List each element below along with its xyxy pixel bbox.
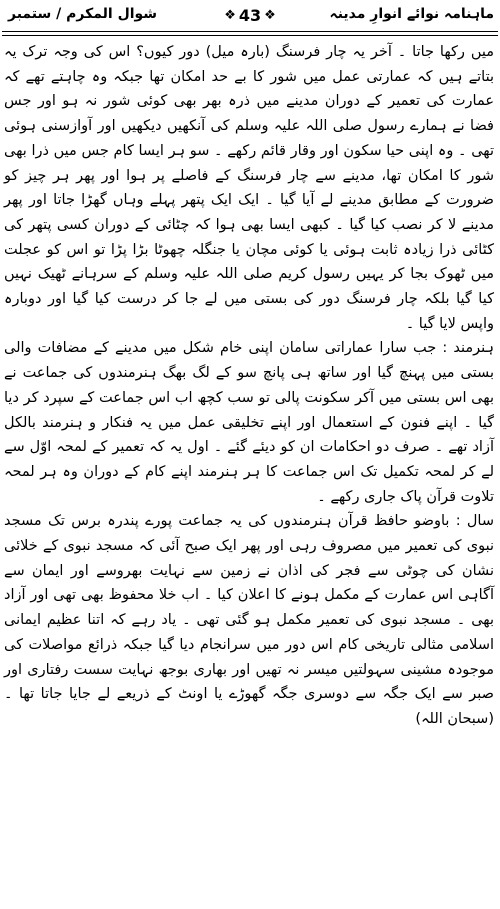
header-rule [2,31,498,32]
ornament-icon: ❖ [264,7,276,23]
page-number-badge [215,3,285,27]
issue-date: شوال المکرم / ستمبر [8,6,158,22]
paragraph: سال : باوضو حافظ قرآن ہنرمندوں کی یہ جماعت پورے پندرہ برس تک مسجد نبوی کی تعمیر میں مصروف رہی اور پھر ایک صبح آئی کہ مسجد نبوی کے خلائی نشان کی چوٹی سے فجر کی اذان نے زمین سے نہایت بھروسے اور ایمان سے آگاہی اس عمارت کے مکمل ہونے کا اعلان کیا ۔ اب خلا محفوظ بھی تھی اور آزاد بھی ۔ مسجد نبوی کی تعمیر مکمل ہو گئی تھی ۔ یاد رہے کہ اتنا عظیم ایمانی اسلامی مثالی تاریخی کام اس دور میں سرانجام دیا گیا جبکہ ذرائع مواصلات کی موجودہ مشینی سہولتیں میسر نہ تھیں اور بھاری بوجھ نہایت سست رفتاری اور صبر سے ایک جگہ سے دوسری جگہ گھوڑے یا اونٹ کے ذریعے لے جایا جاتا تھا ۔ (سبحان اللہ) [4,513,494,727]
magazine-title: ماہنامہ نوائے انوارِ مدینہ [329,6,494,22]
page-number: 43 [238,5,262,25]
ornament-icon: ❖ [224,7,236,23]
paragraph: ہنرمند : جب سارا عماراتی سامان اپنی خام شکل میں مدینے کے مضافات والی بستی میں پہنچ گیا اور ساتھ ہی پانچ سو کے لگ بھگ ہنرمندوں کی جماعت نے بھی اس بستی میں آکر سکونت پالی تو سب کچھ اب اس جماعت کے سپرد کر دیا گیا ۔ اپنے فنون کے استعمال اور اپنے تخلیقی عمل میں یہ فنکار و ہنرمند بالکل آزاد تھے ۔ صرف دو احکامات ان کو دیئے گئے ۔ اول یہ کہ تعمیر کے لمحہ اوّل سے لے کر لمحہ تکمیل تک اس جماعت کا ہر ہنرمند اپنے کام کے دوران وہ ہر لمحہ تلاوت قرآن پاک جاری رکھے ۔ [4,340,494,505]
page-header [0,0,500,34]
header-rule-thin [2,35,498,36]
paragraph: میں رکھا جاتا ۔ آخر یہ چار فرسنگ (بارہ میل) دور کیوں؟ اس کی وجہ ترک یہ بتاتے ہیں کہ عمارتی عمل میں شور کا بے حد امکان تھا جبکہ وہ چاہتے تھے کہ عمارت کی تعمیر کے دوران مدینے میں ذرہ بھر بھی کوئی شور نہ ہو اور جس فضا نے ہمارے رسول صلی اللہ علیہ وسلم کی آنکھیں دیکھیں اور آوازسنی ہوئی تھی ۔ وہ اپنی حیا سکون اور وقار قائم رکھے ۔ سو ہر ایسا کام جس میں ذرا بھی شور کا امکان تھا، مدینے سے چار فرسنگ کے فاصلے پر ہوا اور پھر ہر چیز کو ضرورت کے مطابق مدینے لے آیا گیا ۔ ایک ایک پتھر پہلے وہاں گھڑا جاتا اور پھر مدینے لا کر نصب کیا گیا ۔ کبھی ایسا بھی ہوا کہ چٹائی کے دوران کسی پتھر کی کٹائی ذرا زیادہ ثابت ہوئی یا کوئی مچان یا جنگلہ چھوٹا بڑا پڑا تو اس کو عجلت میں ٹھوک بجا کر یہیں رسول کریم صلی اللہ علیہ وسلم کے سرہانے ٹھیک نہیں کیا گیا بلکہ چار فرسنگ دور کی بستی میں لے جا کر درست کیا گیا اور دوبارہ واپس لایا گیا ۔ [4,44,494,332]
article-body [4,40,494,905]
